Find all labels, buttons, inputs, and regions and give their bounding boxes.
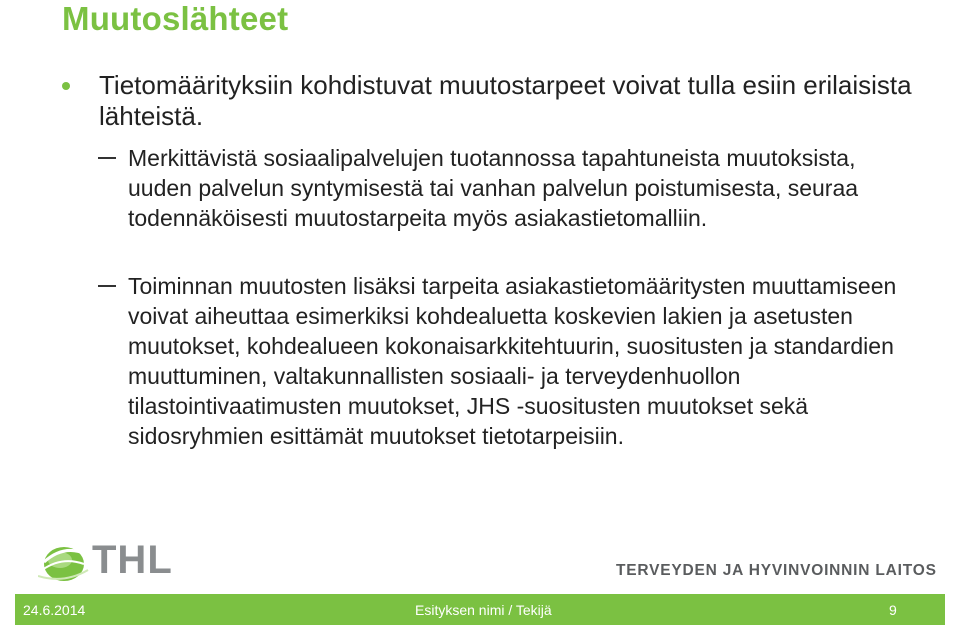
page-number: 9 (889, 602, 897, 618)
footer-bar (15, 594, 945, 625)
dash-icon (98, 285, 116, 287)
organization-name: TERVEYDEN JA HYVINVOINNIN LAITOS (616, 562, 937, 579)
footer-presentation-title: Esityksen nimi / Tekijä (415, 602, 552, 618)
logo-text: THL (92, 538, 173, 582)
slide-title: Muutoslähteet (62, 0, 289, 37)
footer-date: 24.6.2014 (23, 602, 86, 618)
sub-bullet-text: Merkittävistä sosiaalipalvelujen tuotannossa tapahtuneista muutoksista, uuden palvelun syntymisestä tai vanhan palvelun poistumisesta, seuraa todennäköisesti muutostarpeita myös asiakastietomalliin. (128, 145, 859, 231)
bullet-dot-icon (62, 82, 70, 90)
sub-bullet-text: Toiminnan muutosten lisäksi tarpeita asiakastietomääritysten muuttamiseen voivat aiheuttaa esimerkiksi kohdealuetta koskevien lakien ja asetusten muutokset, kohdealueen kokonaisarkkitehtuurin, suositusten ja standardien muuttuminen, valtakunnallisten sosiaali- ja terveydenhuollon tilastointivaatimusten muutokset, JHS -suositusten muutokset sekä sidosryhmien esittämät muutokset tietotarpeisiin. (128, 273, 897, 449)
dash-icon (98, 157, 116, 159)
bullet-text: Tietomäärityksiin kohdistuvat muutostarpeet voivat tulla esiin erilaisista lähteistä. (99, 70, 912, 131)
